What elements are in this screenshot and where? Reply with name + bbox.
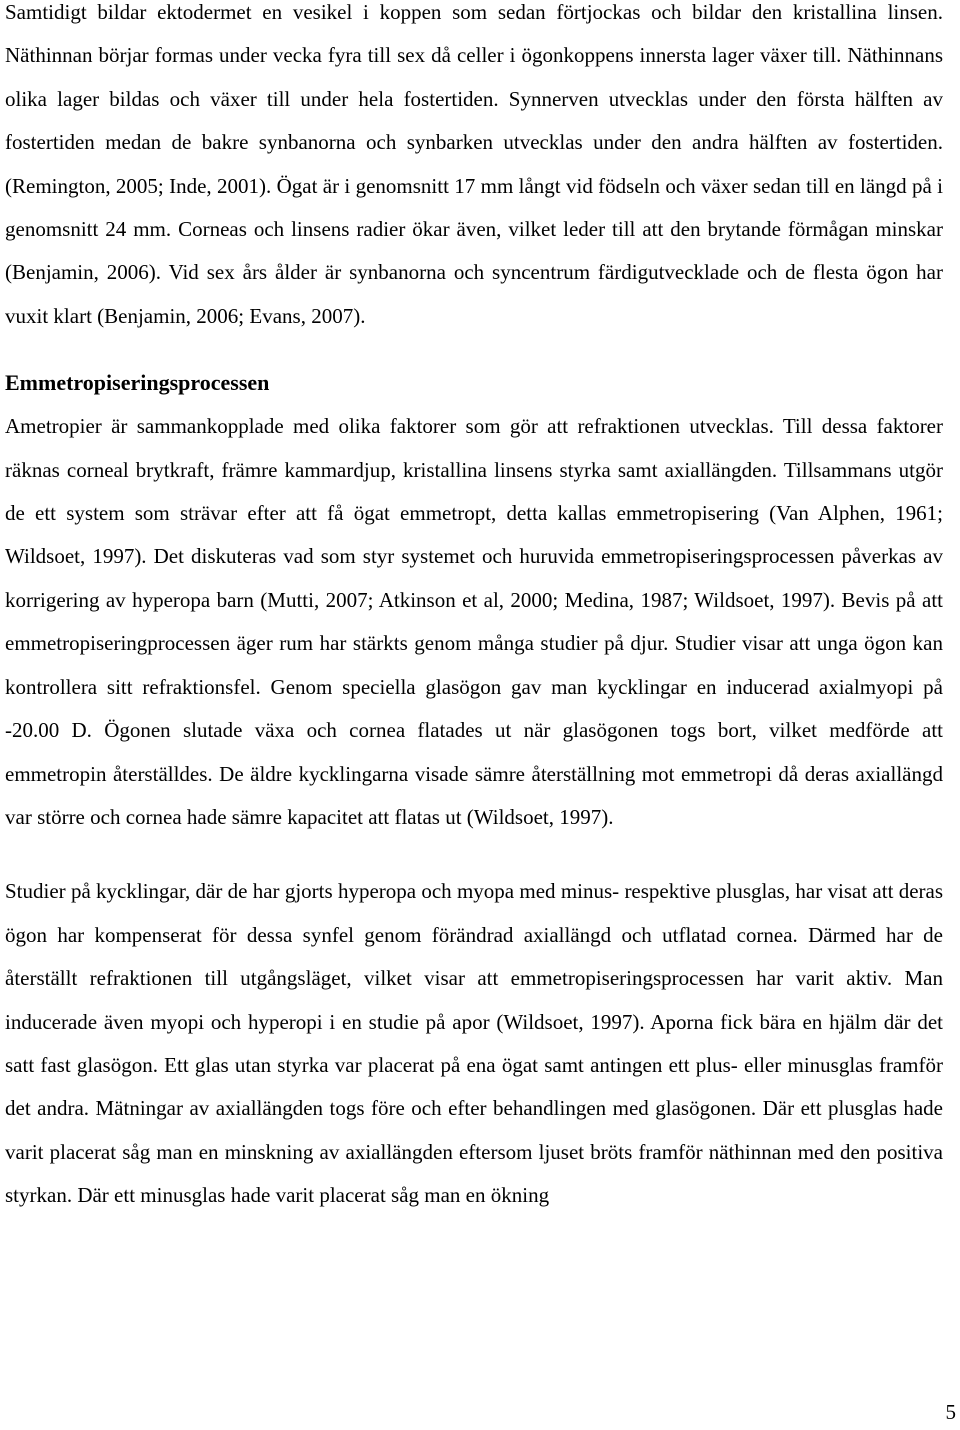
body-paragraph-1: Samtidigt bildar ektodermet en vesikel i koppen som sedan förtjockas och bildar den kristallina linsen. Näthinnan börjar formas under vecka fyra till sex då celler i ögonkoppens innersta lager växer till. Näthinnans olika lager bildas och växer till under hela fostertiden. Synnerven utvecklas under den första hälften av fostertiden medan de bakre synbanorna och synbarken utvecklas under den andra hälften av fostertiden. (Remington, 2005; Inde, 2001). Ögat är i genomsnitt 17 mm långt vid födseln och växer sedan till en längd på i genomsnitt 24 mm. Corneas och linsens radier ökar även, vilket leder till att den brytande förmågan minskar (Benjamin, 2006). Vid sex års ålder är synbanorna och syncentrum färdigutvecklade och de flesta ögon har vuxit klart (Benjamin, 2006; Evans, 2007). xyxy=(5,0,943,328)
page-number: 5 xyxy=(945,1400,956,1424)
body-paragraph-3: Studier på kycklingar, där de har gjorts hyperopa och myopa med minus- respektive plusglas, har visat att deras ögon har kompenserat för dessa synfel genom förändrad axiallängd och utflatad cornea. Därmed har de återställt refraktionen till utgångsläget, vilket visar att emmetropiseringsprocessen har varit aktiv. Man inducerade även myopi och hyperopi i en studie på apor (Wildsoet, 1997). Aporna fick bära en hjälm där det satt fast glasögon. Ett glas utan styrka var placerat på ena ögat samt antingen ett plus- eller minusglas framför det andra. Mätningar av axiallängden togs före och efter behandlingen med glasögonen. Där ett plusglas hade varit placerat såg man en minskning av axiallängden eftersom ljuset bröts framför näthinnan med den positiva styrkan. Där ett minusglas hade varit placerat såg man en ökning xyxy=(5,879,943,1208)
body-paragraph-2: Ametropier är sammankopplade med olika faktorer som gör att refraktionen utvecklas. Till dessa faktorer räknas corneal brytkraft, främre kammardjup, kristallina linsens styrka samt axiallängden. Tillsammans utgör de ett system som strävar efter att få ögat emmetropt, detta kallas emmetropisering (Van Alphen, 1961; Wildsoet, 1997). Det diskuteras vad som styr systemet och huruvida emmetropiseringsprocessen påverkas av korrigering av hyperopa barn (Mutti, 2007; Atkinson et al, 2000; Medina, 1987; Wildsoet, 1997). Bevis på att emmetropiseringprocessen äger rum har stärkts genom många studier på djur. Studier visar att unga ögon kan kontrollera sitt refraktionsfel. Genom speciella glasögon gav man kycklingar en inducerad axialmyopi på -20.00 D. Ögonen slutade växa och cornea flatades ut när glasögonen togs bort, vilket medförde att emmetropin återställdes. De äldre kycklingarna visade sämre återställning mot emmetropi då deras axiallängd var större och cornea hade sämre kapacitet att flatas ut (Wildsoet, 1997). xyxy=(5,414,943,829)
section-heading: Emmetropiseringsprocessen xyxy=(5,370,270,396)
document-page xyxy=(5,0,943,1218)
